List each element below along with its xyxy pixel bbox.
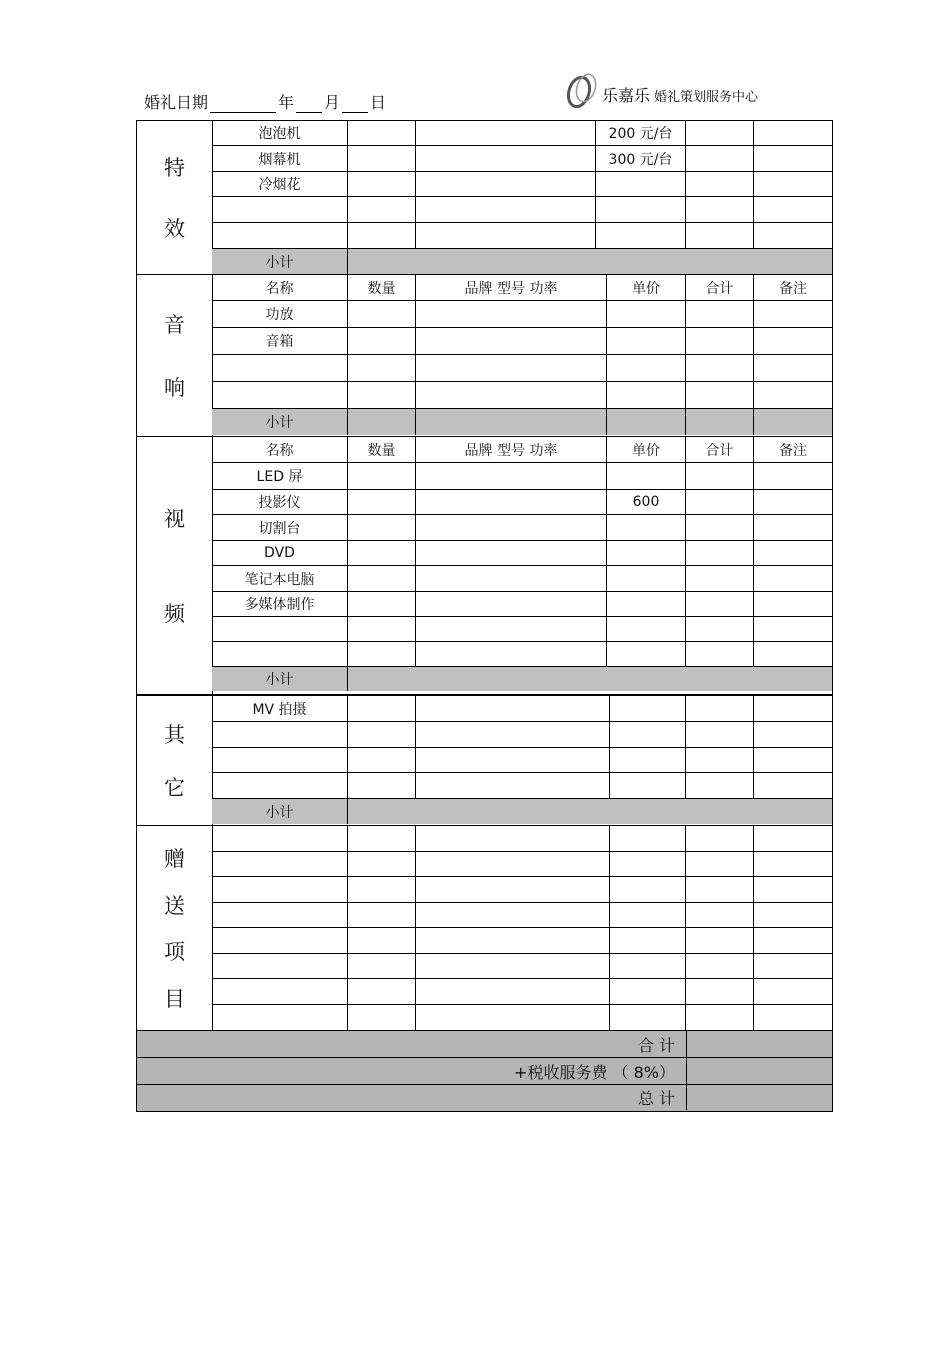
video-cell-total[interactable] [686, 463, 754, 489]
video-cell-name[interactable]: LED 屏 [212, 463, 348, 489]
table-row [212, 979, 832, 1005]
table-row [212, 852, 832, 877]
video-subtotal-row [212, 667, 832, 691]
gift-cell-total[interactable] [686, 852, 754, 876]
effects-rows [212, 121, 832, 274]
gift-cell-total[interactable] [686, 826, 754, 851]
gift-cell-brand[interactable] [416, 1005, 610, 1030]
effects-cell-note[interactable] [754, 197, 832, 222]
audio-cell-note[interactable] [754, 328, 832, 354]
table-row [212, 748, 832, 773]
year-blank[interactable] [210, 94, 276, 113]
audio-cat-char-2: 响 [164, 376, 185, 401]
other-cell-note[interactable] [754, 696, 832, 721]
effects-cell-name[interactable] [212, 197, 348, 222]
gift-cell-name[interactable] [212, 852, 348, 876]
video-cell-note[interactable] [754, 566, 832, 591]
table-row [212, 1005, 832, 1030]
day-label: 日 [370, 93, 387, 112]
other-subtotal-value[interactable] [348, 799, 832, 824]
audio-cell-note[interactable] [754, 355, 832, 381]
table-row [212, 722, 832, 748]
video-cell-qty[interactable] [348, 515, 416, 540]
other-cell-name[interactable] [212, 748, 348, 772]
effects-cell-total[interactable] [686, 223, 754, 248]
audio-col-qty: 数量 [348, 275, 416, 300]
video-cell-brand[interactable] [416, 617, 607, 641]
video-col-name: 名称 [212, 437, 348, 462]
audio-col-name: 名称 [212, 275, 348, 300]
video-category [137, 437, 213, 694]
video-cell-qty[interactable] [348, 541, 416, 565]
table-row [212, 903, 832, 928]
other-cell-total[interactable] [686, 748, 754, 772]
audio-cell-price[interactable] [607, 301, 686, 327]
other-cell-price[interactable] [610, 773, 686, 798]
gift-section [136, 825, 833, 1031]
totals-block [136, 1030, 833, 1112]
video-col-note: 备注 [779, 442, 807, 459]
effects-cell-brand[interactable] [416, 172, 596, 196]
audio-cell-note[interactable] [754, 301, 832, 327]
other-cell-name[interactable] [212, 722, 348, 747]
audio-cell-price[interactable] [607, 355, 686, 381]
effects-cell-note[interactable] [754, 146, 832, 171]
video-cell-brand[interactable] [416, 592, 607, 616]
other-cell-price[interactable] [610, 748, 686, 772]
table-row [212, 566, 832, 592]
effects-cell-name[interactable] [212, 223, 348, 248]
audio-subtotal-label: 小计 [212, 409, 348, 435]
grand-total-row [137, 1085, 832, 1110]
gift-cell-qty[interactable] [348, 903, 416, 927]
gift-cell-price[interactable] [610, 903, 686, 927]
gift-cell-note[interactable] [754, 1005, 832, 1030]
effects-cell-price[interactable] [596, 223, 686, 248]
table-row [212, 642, 832, 667]
gift-cell-name[interactable] [212, 979, 348, 1004]
effects-cell-name[interactable]: 烟幕机 [212, 146, 348, 171]
other-cell-brand[interactable] [416, 748, 610, 772]
video-cell-qty[interactable] [348, 642, 416, 666]
video-cell-price[interactable] [607, 642, 686, 666]
video-cell-qty[interactable] [348, 463, 416, 489]
table-row [212, 696, 832, 722]
gift-cell-qty[interactable] [348, 979, 416, 1004]
other-cell-price[interactable] [610, 696, 686, 721]
effects-cell-price[interactable]: 200 元/台 [596, 121, 686, 145]
gift-cell-total[interactable] [686, 1005, 754, 1030]
audio-cell-brand[interactable] [416, 382, 607, 408]
effects-cell-brand[interactable] [416, 146, 596, 171]
gift-cell-qty[interactable] [348, 1005, 416, 1030]
gift-cell-name[interactable] [212, 1005, 348, 1030]
video-cell-qty[interactable] [348, 592, 416, 616]
other-cell-brand[interactable] [416, 722, 610, 747]
other-cell-note[interactable] [754, 722, 832, 747]
audio-cell-qty[interactable] [348, 301, 416, 327]
effects-cell-total[interactable] [686, 172, 754, 196]
video-cell-price[interactable] [607, 463, 686, 489]
audio-cell-qty[interactable] [348, 328, 416, 354]
day-blank[interactable] [342, 94, 368, 113]
effects-section [136, 120, 833, 275]
video-header-row [212, 437, 832, 463]
gift-rows [212, 826, 832, 1030]
audio-cell-name[interactable] [212, 382, 348, 408]
video-cell-price[interactable] [607, 592, 686, 616]
audio-subtotal-note[interactable] [754, 409, 832, 435]
video-cell-brand[interactable] [416, 541, 607, 565]
video-cell-price[interactable] [607, 617, 686, 641]
table-row [212, 773, 832, 799]
video-col-price: 单价 [607, 437, 686, 462]
other-cell-note[interactable] [754, 748, 832, 772]
gift-cell-qty[interactable] [348, 954, 416, 978]
effects-cell-name[interactable]: 泡泡机 [212, 121, 348, 145]
logo-ring-icon [564, 70, 600, 110]
gift-cell-brand[interactable] [416, 903, 610, 927]
gift-cell-note[interactable] [754, 954, 832, 978]
other-cell-brand[interactable] [416, 773, 610, 798]
video-col-total: 合计 [686, 437, 754, 462]
gift-category [137, 826, 213, 1030]
effects-cell-price[interactable] [596, 197, 686, 222]
table-row [212, 617, 832, 642]
effects-cell-brand[interactable] [416, 121, 596, 145]
effects-subtotal-value[interactable] [348, 249, 832, 274]
table-row [212, 592, 832, 617]
gift-cell-total[interactable] [686, 954, 754, 978]
gift-cell-total[interactable] [686, 928, 754, 953]
gift-cell-brand[interactable] [416, 954, 610, 978]
table-row [212, 541, 832, 566]
other-cell-qty[interactable] [348, 773, 416, 798]
gift-cell-name[interactable] [212, 928, 348, 953]
table-row [212, 515, 832, 541]
grand-total-label: 总 计 [637, 1089, 675, 1108]
table-row [212, 826, 832, 852]
effects-cell-note[interactable] [754, 223, 832, 248]
gift-cell-name[interactable] [212, 826, 348, 851]
gift-cell-brand[interactable] [416, 826, 610, 851]
table-row [212, 490, 832, 515]
video-cell-total[interactable] [686, 490, 754, 514]
audio-cell-total[interactable] [686, 355, 754, 381]
sum-row [137, 1031, 832, 1058]
audio-subtotal-price[interactable] [607, 409, 686, 435]
audio-subtotal-brand[interactable] [416, 409, 607, 435]
effects-cell-note[interactable] [754, 172, 832, 196]
audio-col-brand: 品牌 型号 功率 [416, 275, 607, 300]
gift-cell-brand[interactable] [416, 877, 610, 902]
video-col-qty: 数量 [348, 437, 416, 462]
other-cell-total[interactable] [686, 722, 754, 747]
table-row [212, 328, 832, 355]
video-cell-total[interactable] [686, 617, 754, 641]
effects-cell-qty[interactable] [348, 223, 416, 248]
effects-cell-total[interactable] [686, 121, 754, 145]
gift-cell-total[interactable] [686, 979, 754, 1004]
video-subtotal-label: 小计 [212, 667, 348, 691]
audio-cell-total[interactable] [686, 382, 754, 408]
video-cell-name[interactable]: 笔记本电脑 [212, 566, 348, 591]
gift-cell-brand[interactable] [416, 979, 610, 1004]
sum-value-cell[interactable] [686, 1031, 832, 1057]
other-cell-qty[interactable] [348, 748, 416, 772]
audio-category [137, 275, 213, 436]
table-row [212, 301, 832, 328]
table-row [212, 928, 832, 954]
audio-section [136, 274, 833, 437]
effects-subtotal-row [212, 249, 832, 274]
video-cat-char-2: 频 [164, 602, 185, 627]
video-cell-qty[interactable] [348, 617, 416, 641]
video-cell-note[interactable] [754, 642, 832, 666]
video-cell-name[interactable]: 切割台 [212, 515, 348, 540]
video-cell-name[interactable]: 投影仪 [212, 490, 348, 514]
video-cell-price[interactable]: 600 [607, 490, 686, 514]
effects-cell-price[interactable]: 300 元/台 [596, 146, 686, 171]
audio-cell-total[interactable] [686, 301, 754, 327]
other-cell-name[interactable]: MV 拍摄 [212, 696, 348, 721]
video-cell-total[interactable] [686, 566, 754, 591]
other-cell-brand[interactable] [416, 696, 610, 721]
effects-category [137, 121, 213, 274]
tax-row [137, 1058, 832, 1085]
effects-cat-char-2: 效 [164, 217, 185, 241]
other-cat-char-1: 其 [164, 723, 185, 747]
effects-cell-qty[interactable] [348, 121, 416, 145]
video-cell-price[interactable] [607, 566, 686, 591]
effects-cell-total[interactable] [686, 197, 754, 222]
table-row [212, 172, 832, 197]
wedding-date-row [144, 90, 386, 113]
effects-cell-total[interactable] [686, 146, 754, 171]
other-section [136, 695, 833, 826]
gift-cell-brand[interactable] [416, 852, 610, 876]
effects-cell-brand[interactable] [416, 223, 596, 248]
video-cell-name[interactable] [212, 617, 348, 641]
video-cell-total[interactable] [686, 592, 754, 616]
video-cell-brand[interactable] [416, 642, 607, 666]
audio-subtotal-total[interactable] [686, 409, 754, 435]
video-rows [212, 437, 832, 694]
other-cell-total[interactable] [686, 773, 754, 798]
effects-cat-char-1: 特 [164, 156, 185, 180]
video-cell-qty[interactable] [348, 490, 416, 514]
audio-cell-note[interactable] [754, 382, 832, 408]
video-cell-brand[interactable] [416, 566, 607, 591]
video-cell-price[interactable] [607, 515, 686, 540]
gift-cat-char-4: 目 [164, 987, 185, 1012]
gift-cell-brand[interactable] [416, 928, 610, 953]
table-row [212, 382, 832, 409]
tax-value-cell[interactable] [686, 1058, 832, 1084]
gift-cell-price[interactable] [610, 1005, 686, 1030]
sum-label: 合 计 [637, 1035, 675, 1055]
gift-cell-price[interactable] [610, 979, 686, 1004]
audio-cell-brand[interactable] [416, 301, 607, 327]
video-section [136, 436, 833, 695]
gift-cat-char-3: 项 [164, 940, 185, 965]
table-row [212, 877, 832, 903]
gift-cell-note[interactable] [754, 979, 832, 1004]
effects-cell-name[interactable]: 冷烟花 [212, 172, 348, 196]
video-cell-note[interactable] [754, 490, 832, 514]
audio-cell-name[interactable] [212, 355, 348, 381]
gift-cell-note[interactable] [754, 826, 832, 851]
audio-cell-total[interactable] [686, 328, 754, 354]
gift-cell-qty[interactable] [348, 877, 416, 902]
audio-cell-name[interactable]: 音箱 [212, 328, 348, 354]
brand-subtitle: 婚礼策划服务中心 [654, 90, 759, 105]
brand-name: 乐嘉乐 [602, 86, 651, 105]
gift-cat-char-2: 送 [164, 893, 185, 918]
wedding-date-label: 婚礼日期 [144, 93, 209, 112]
gift-cell-price[interactable] [610, 826, 686, 851]
video-cell-name[interactable]: 多媒体制作 [212, 592, 348, 616]
video-cell-brand[interactable] [416, 515, 607, 540]
other-subtotal-row [212, 799, 832, 824]
effects-cell-qty[interactable] [348, 146, 416, 171]
video-cell-total[interactable] [686, 642, 754, 666]
gift-cat-char-1: 赠 [164, 846, 185, 871]
grand-total-value-cell[interactable] [686, 1085, 832, 1110]
other-category [137, 696, 213, 825]
gift-cell-price[interactable] [610, 954, 686, 978]
audio-rows [212, 275, 832, 436]
table-row [212, 954, 832, 979]
audio-cell-price[interactable] [607, 382, 686, 408]
video-cell-note[interactable] [754, 541, 832, 565]
other-cell-qty[interactable] [348, 722, 416, 747]
audio-subtotal-qty[interactable] [348, 409, 416, 435]
audio-cell-price[interactable] [607, 328, 686, 354]
gift-cell-note[interactable] [754, 903, 832, 927]
video-cell-note[interactable] [754, 463, 832, 489]
audio-cell-qty[interactable] [348, 355, 416, 381]
effects-subtotal-label: 小计 [212, 249, 348, 274]
gift-cell-name[interactable] [212, 954, 348, 978]
video-cat-char-1: 视 [164, 506, 185, 531]
month-label: 月 [324, 93, 341, 112]
other-cell-price[interactable] [610, 722, 686, 747]
table-row [212, 146, 832, 172]
gift-cell-name[interactable] [212, 877, 348, 902]
company-logo [564, 70, 758, 110]
gift-cell-note[interactable] [754, 852, 832, 876]
video-cell-total[interactable] [686, 541, 754, 565]
gift-cell-qty[interactable] [348, 928, 416, 953]
gift-cell-qty[interactable] [348, 852, 416, 876]
table-row [212, 197, 832, 223]
video-cell-name[interactable] [212, 642, 348, 666]
video-subtotal-value[interactable] [348, 667, 832, 691]
gift-cell-name[interactable] [212, 903, 348, 927]
tax-label: +税收服务费 （ 8%） [514, 1062, 675, 1082]
other-cell-note[interactable] [754, 773, 832, 798]
month-blank[interactable] [296, 94, 322, 113]
video-cell-brand[interactable] [416, 463, 607, 489]
audio-cell-qty[interactable] [348, 382, 416, 408]
video-cell-note[interactable] [754, 515, 832, 540]
form-header [144, 88, 834, 116]
other-cell-name[interactable] [212, 773, 348, 798]
effects-cell-brand[interactable] [416, 197, 596, 222]
table-row [212, 355, 832, 382]
audio-cell-brand[interactable] [416, 328, 607, 354]
gift-cell-total[interactable] [686, 903, 754, 927]
audio-subtotal-row [212, 409, 832, 435]
other-rows [212, 696, 832, 825]
other-cat-char-2: 它 [164, 776, 185, 800]
gift-cell-price[interactable] [610, 877, 686, 902]
audio-col-total: 合计 [686, 275, 754, 300]
video-cell-note[interactable] [754, 617, 832, 641]
video-col-brand: 品牌 型号 功率 [416, 437, 607, 462]
other-subtotal-label: 小计 [212, 799, 348, 824]
effects-cell-qty[interactable] [348, 172, 416, 196]
table-row [212, 121, 832, 146]
video-cell-qty[interactable] [348, 566, 416, 591]
audio-header-row [212, 275, 832, 301]
table-row [212, 223, 832, 249]
audio-cell-brand[interactable] [416, 355, 607, 381]
gift-cell-price[interactable] [610, 928, 686, 953]
audio-cat-char-1: 音 [164, 312, 185, 337]
audio-cell-name[interactable]: 功放 [212, 301, 348, 327]
audio-col-price: 单价 [607, 275, 686, 300]
gift-cell-note[interactable] [754, 928, 832, 953]
video-cell-total[interactable] [686, 515, 754, 540]
effects-cell-price[interactable] [596, 172, 686, 196]
gift-cell-note[interactable] [754, 877, 832, 902]
effects-cell-qty[interactable] [348, 197, 416, 222]
audio-col-note: 备注 [779, 280, 807, 297]
table-row [212, 463, 832, 490]
gift-cell-price[interactable] [610, 852, 686, 876]
video-cell-brand[interactable] [416, 490, 607, 514]
other-cell-total[interactable] [686, 696, 754, 721]
year-label: 年 [278, 93, 295, 112]
gift-cell-total[interactable] [686, 877, 754, 902]
other-cell-qty[interactable] [348, 696, 416, 721]
effects-cell-note[interactable] [754, 121, 832, 145]
video-cell-name[interactable]: DVD [212, 541, 348, 565]
video-cell-price[interactable] [607, 541, 686, 565]
video-cell-note[interactable] [754, 592, 832, 616]
gift-cell-qty[interactable] [348, 826, 416, 851]
